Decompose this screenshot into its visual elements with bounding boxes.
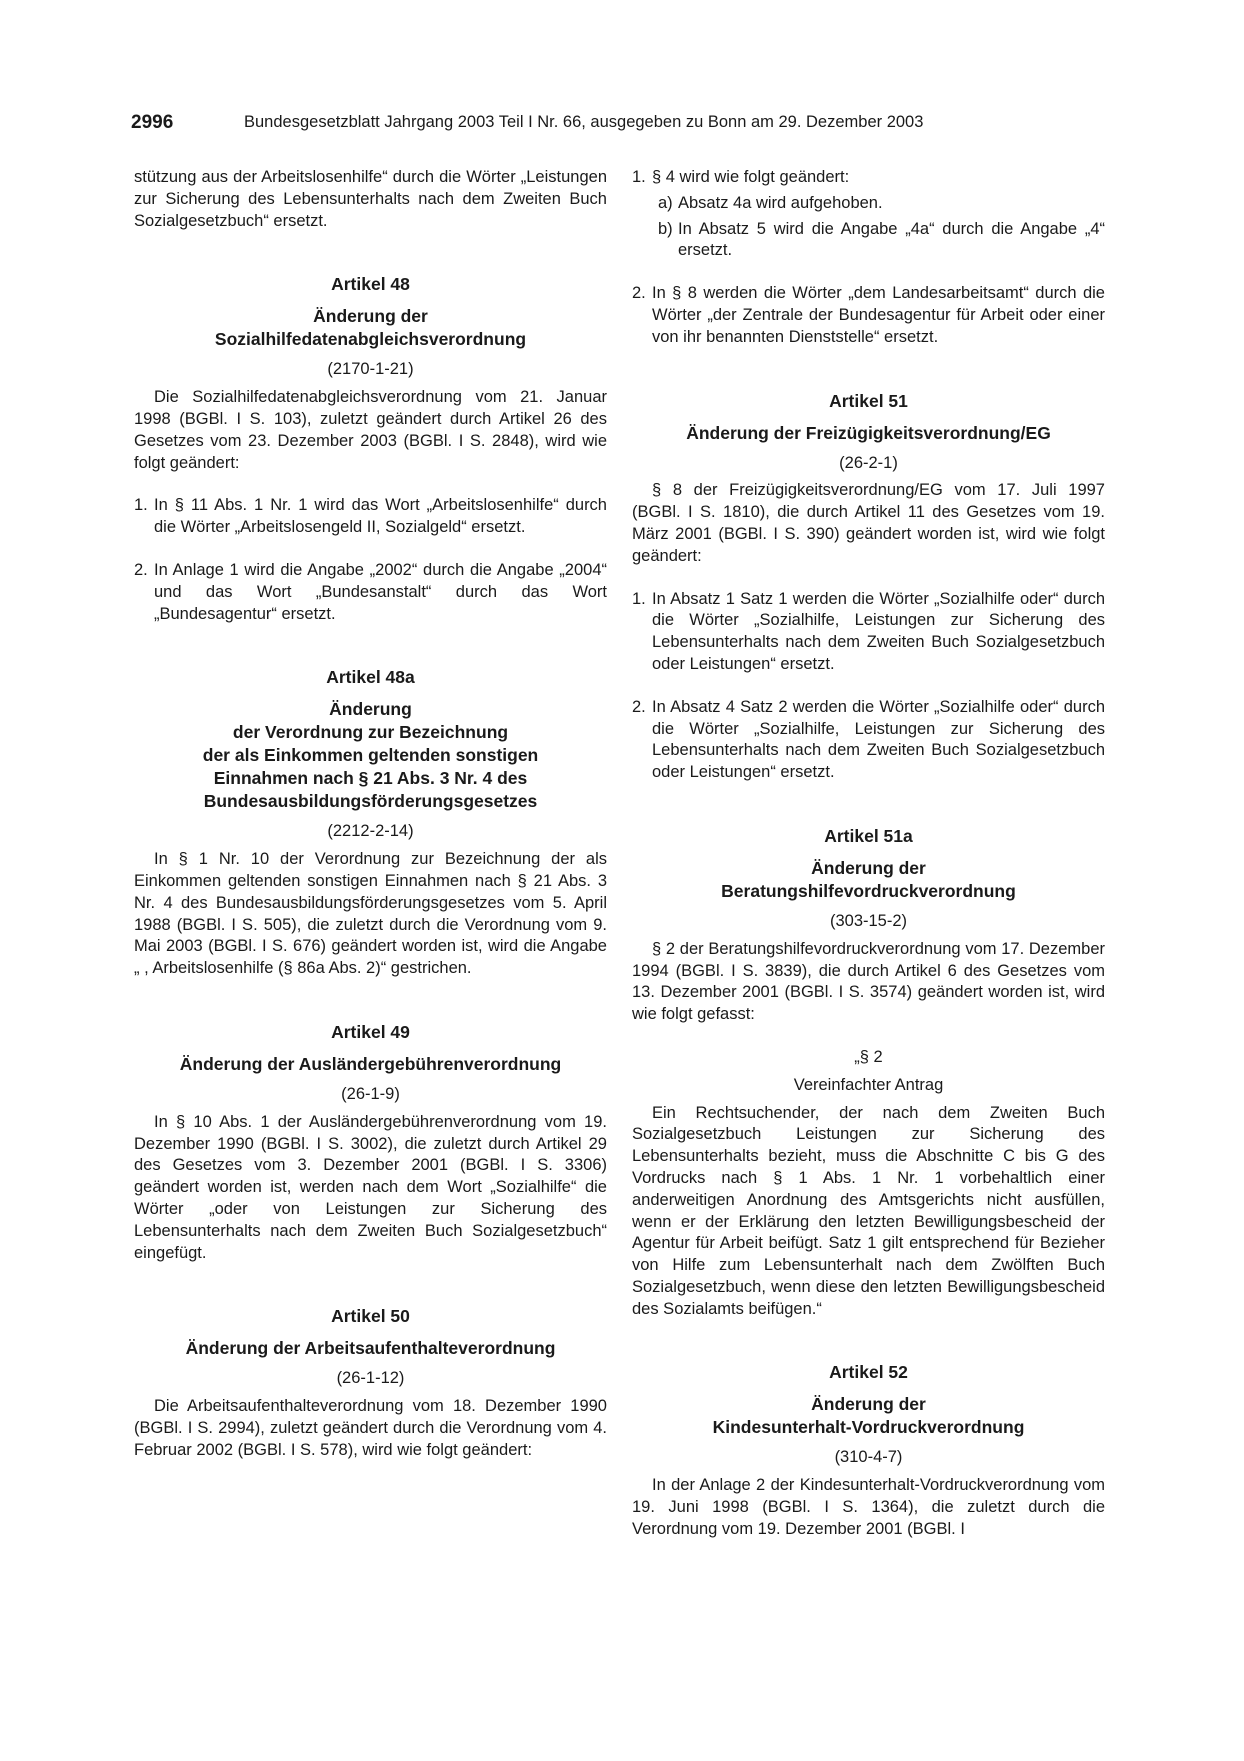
continued-text: stützung aus der Arbeitslosenhilfe“ durch die Wörter „Leistungen zur Sicherung des Lebensunterhalts nach dem Zweiten Buch Sozialgesetzbuch“ ersetzt. (134, 168, 607, 230)
article-48-item-2 (134, 560, 607, 625)
article-50-subitem-b (658, 219, 1105, 263)
subitem-letter: a) (658, 193, 673, 212)
article-48a-title-line-5: Bundesausbildungsförderungsgesetzes (203, 791, 538, 812)
paragraph-title: Vereinfachter Antrag (793, 1075, 944, 1094)
article-52-fna: (310-4-7) (834, 1448, 903, 1467)
article-50-item-2 (632, 283, 1105, 348)
subitem-text: Absatz 4a wird aufgehoben. (678, 193, 883, 212)
article-51-heading: Artikel 51 (829, 390, 908, 411)
article-51-fna: (26-2-1) (839, 453, 898, 472)
article-49-body: In § 10 Abs. 1 der Ausländergebührenverordnung vom 19. Dezember 1990 (BGBl. I S. 3002), die zuletzt durch Artikel 29 des Gesetzes vom 3. Dezember 2001 (BGBl. I S. 3306) geändert worden ist, werden nach dem Wort „Sozialhilfe“ die Wörter „oder von Leistungen zur Sicherung des Lebensunterhalts nach dem Zweiten Buch Sozialgesetzbuch“ eingefügt. (134, 1112, 607, 1262)
article-48-title-line-2: Sozialhilfedatenabgleichsverordnung (214, 329, 527, 350)
article-51-body: § 8 der Freizügigkeitsverordnung/EG vom 17. Juli 1997 (BGBl. I S. 1810), die durch Artikel 11 des Gesetzes vom 19. März 2001 (BGBl. I S. 390) geändert worden ist, wird wie folgt geändert: (632, 481, 1105, 565)
subitem-letter: b) (658, 219, 673, 238)
article-51a-title-line-2: Beratungshilfevordruckverordnung (721, 880, 1016, 901)
article-48a-title-line-3: der als Einkommen geltenden sonstigen (202, 745, 539, 766)
item-text: In Anlage 1 wird die Angabe „2002“ durch die Angabe „2004“ und das Wort „Bundesanstalt“ durch das Wort „Bundesagentur“ ersetzt. (154, 560, 607, 623)
subitem-text: In Absatz 5 wird die Angabe „4a“ durch die Angabe „4“ ersetzt. (678, 219, 1105, 260)
article-51a-heading: Artikel 51a (824, 825, 913, 846)
article-50-subitem-a (658, 193, 1105, 215)
article-48-body: Die Sozialhilfedatenabgleichsverordnung vom 21. Januar 1998 (BGBl. I S. 103), zuletzt geändert durch Artikel 26 des Gesetzes vom 23. Dezember 2003 (BGBl. I S. 2848), wird wie folgt geändert: (134, 388, 607, 472)
article-48-title-line-1: Änderung der (313, 306, 428, 327)
article-51-item-1 (632, 589, 1105, 676)
item-number: 1. (134, 496, 148, 515)
article-49-title: Änderung der Ausländergebührenverordnung (179, 1053, 562, 1074)
article-48-fna: (2170-1-21) (327, 360, 414, 379)
article-49-fna: (26-1-9) (341, 1084, 400, 1103)
article-50-fna: (26-1-12) (336, 1369, 405, 1388)
page-number: 2996 (131, 112, 174, 133)
article-48a-title-line-1: Änderung (329, 699, 412, 720)
article-49-heading: Artikel 49 (331, 1021, 410, 1042)
article-48a-title-line-2: der Verordnung zur Bezeichnung (232, 722, 509, 743)
article-48a-title-line-4: Einnahmen nach § 21 Abs. 3 Nr. 4 des (213, 768, 528, 789)
right-column (632, 167, 1105, 1541)
article-52-body: In der Anlage 2 der Kindesunterhalt-Vordruckverordnung vom 19. Juni 1998 (BGBl. I S. 1364), die zuletzt durch die Verordnung vom 19. Dezember 2001 (BGBl. I (632, 1476, 1105, 1538)
article-48a-body: In § 1 Nr. 10 der Verordnung zur Bezeichnung der als Einkommen geltenden sonstigen Einnahmen nach § 21 Abs. 3 Nr. 4 des Bundesausbildungsförderungsgesetzes vom 5. April 1988 (BGBl. I S. 505), die zuletzt durch die Verordnung vom 9. Mai 2003 (BGBl. I S. 676) geändert worden ist, wird die Angabe „ , Arbeitslosenhilfe (§ 86a Abs. 2)“ gestrichen. (134, 850, 607, 978)
paragraph-body: Ein Rechtsuchender, der nach dem Zweiten Buch Sozialgesetzbuch Leistungen zur Sicherung des Lebensunterhalts bezieht, muss die Abschnitte C bis G des Vordrucks nach § 1 Abs. 1 Nr. 1 vorbehaltlich einer anderweitigen Anordnung des Amtsgerichts nicht ausfüllen, wenn er der Erklärung den letzten Bewilligungsbescheid der Agentur für Arbeit beifügt. Satz 1 gilt entsprechend für Bezieher von Hilfe zum Lebensunterhalt nach dem Zwölften Buch Sozialgesetzbuch, wenn diese den letzten Bewilligungsbescheid des Sozialamts beifügen.“ (632, 1103, 1105, 1318)
article-51a-fna: (303-15-2) (829, 911, 908, 930)
item-number: 1. (632, 168, 646, 186)
item-text: In § 8 werden die Wörter „dem Landesarbeitsamt“ durch die Wörter „der Zentrale der Bundesagentur für Arbeit oder einer von ihr benannten Dienststelle“ ersetzt. (652, 284, 1105, 346)
article-48-heading: Artikel 48 (331, 274, 410, 295)
article-48a-fna: (2212-2-14) (327, 822, 414, 841)
running-title: Bundesgesetzblatt Jahrgang 2003 Teil I Nr. 66, ausgegeben zu Bonn am 29. Dezember 2003 (244, 113, 924, 131)
article-51-item-2 (632, 697, 1105, 784)
item-number: 2. (632, 697, 646, 716)
article-50-item-1 (632, 167, 1105, 189)
article-48-item-1 (134, 495, 607, 539)
article-51-title: Änderung der Freizügigkeitsverordnung/EG (686, 422, 1051, 443)
article-52-title-line-2: Kindesunterhalt-Vordruckverordnung (712, 1417, 1025, 1438)
article-51a-body: § 2 der Beratungshilfevordruckverordnung vom 17. Dezember 1994 (BGBl. I S. 3839), die durch Artikel 6 des Gesetzes vom 13. Dezember 2001 (BGBl. I S. 3574) geändert worden ist, wird wie folgt gefasst: (632, 939, 1105, 1024)
item-number: 2. (134, 560, 148, 579)
item-text: In Absatz 4 Satz 2 werden die Wörter „Sozialhilfe oder“ durch die Wörter „Sozialhilfe, Leistungen zur Sicherung des Lebensunterhalts nach dem Zweiten Buch Sozialgesetzbuch oder Leistungen“ ersetzt. (652, 697, 1105, 782)
article-48a-heading: Artikel 48a (326, 667, 415, 688)
left-column (134, 167, 607, 1462)
article-50-heading: Artikel 50 (331, 1306, 410, 1327)
article-50-body: Die Arbeitsaufenthalteverordnung vom 18. Dezember 1990 (BGBl. I S. 2994), zuletzt geändert durch die Verordnung vom 4. Februar 2002 (BGBl. I S. 578), wird wie folgt geändert: (134, 1397, 607, 1459)
article-52-title-line-1: Änderung der (811, 1394, 926, 1415)
article-50-title: Änderung der Arbeitsaufenthalteverordnung (185, 1338, 556, 1359)
item-number: 1. (632, 589, 646, 608)
item-number: 2. (632, 284, 646, 303)
article-51a-title-line-1: Änderung der (811, 857, 926, 878)
page-header (131, 112, 1114, 140)
item-text: § 4 wird wie folgt geändert: (652, 168, 850, 186)
paragraph-mark: „§ 2 (854, 1047, 883, 1066)
item-text: In § 11 Abs. 1 Nr. 1 wird das Wort „Arbeitslosenhilfe“ durch die Wörter „Arbeitslosengeld II, Sozialgeld“ ersetzt. (154, 496, 607, 537)
item-text: In Absatz 1 Satz 1 werden die Wörter „Sozialhilfe oder“ durch die Wörter „Sozialhilfe, Leistungen zur Sicherung des Lebensunterhalts nach dem Zweiten Buch Sozialgesetzbuch oder Leistungen“ ersetzt. (652, 589, 1105, 673)
article-52-heading: Artikel 52 (829, 1362, 908, 1383)
